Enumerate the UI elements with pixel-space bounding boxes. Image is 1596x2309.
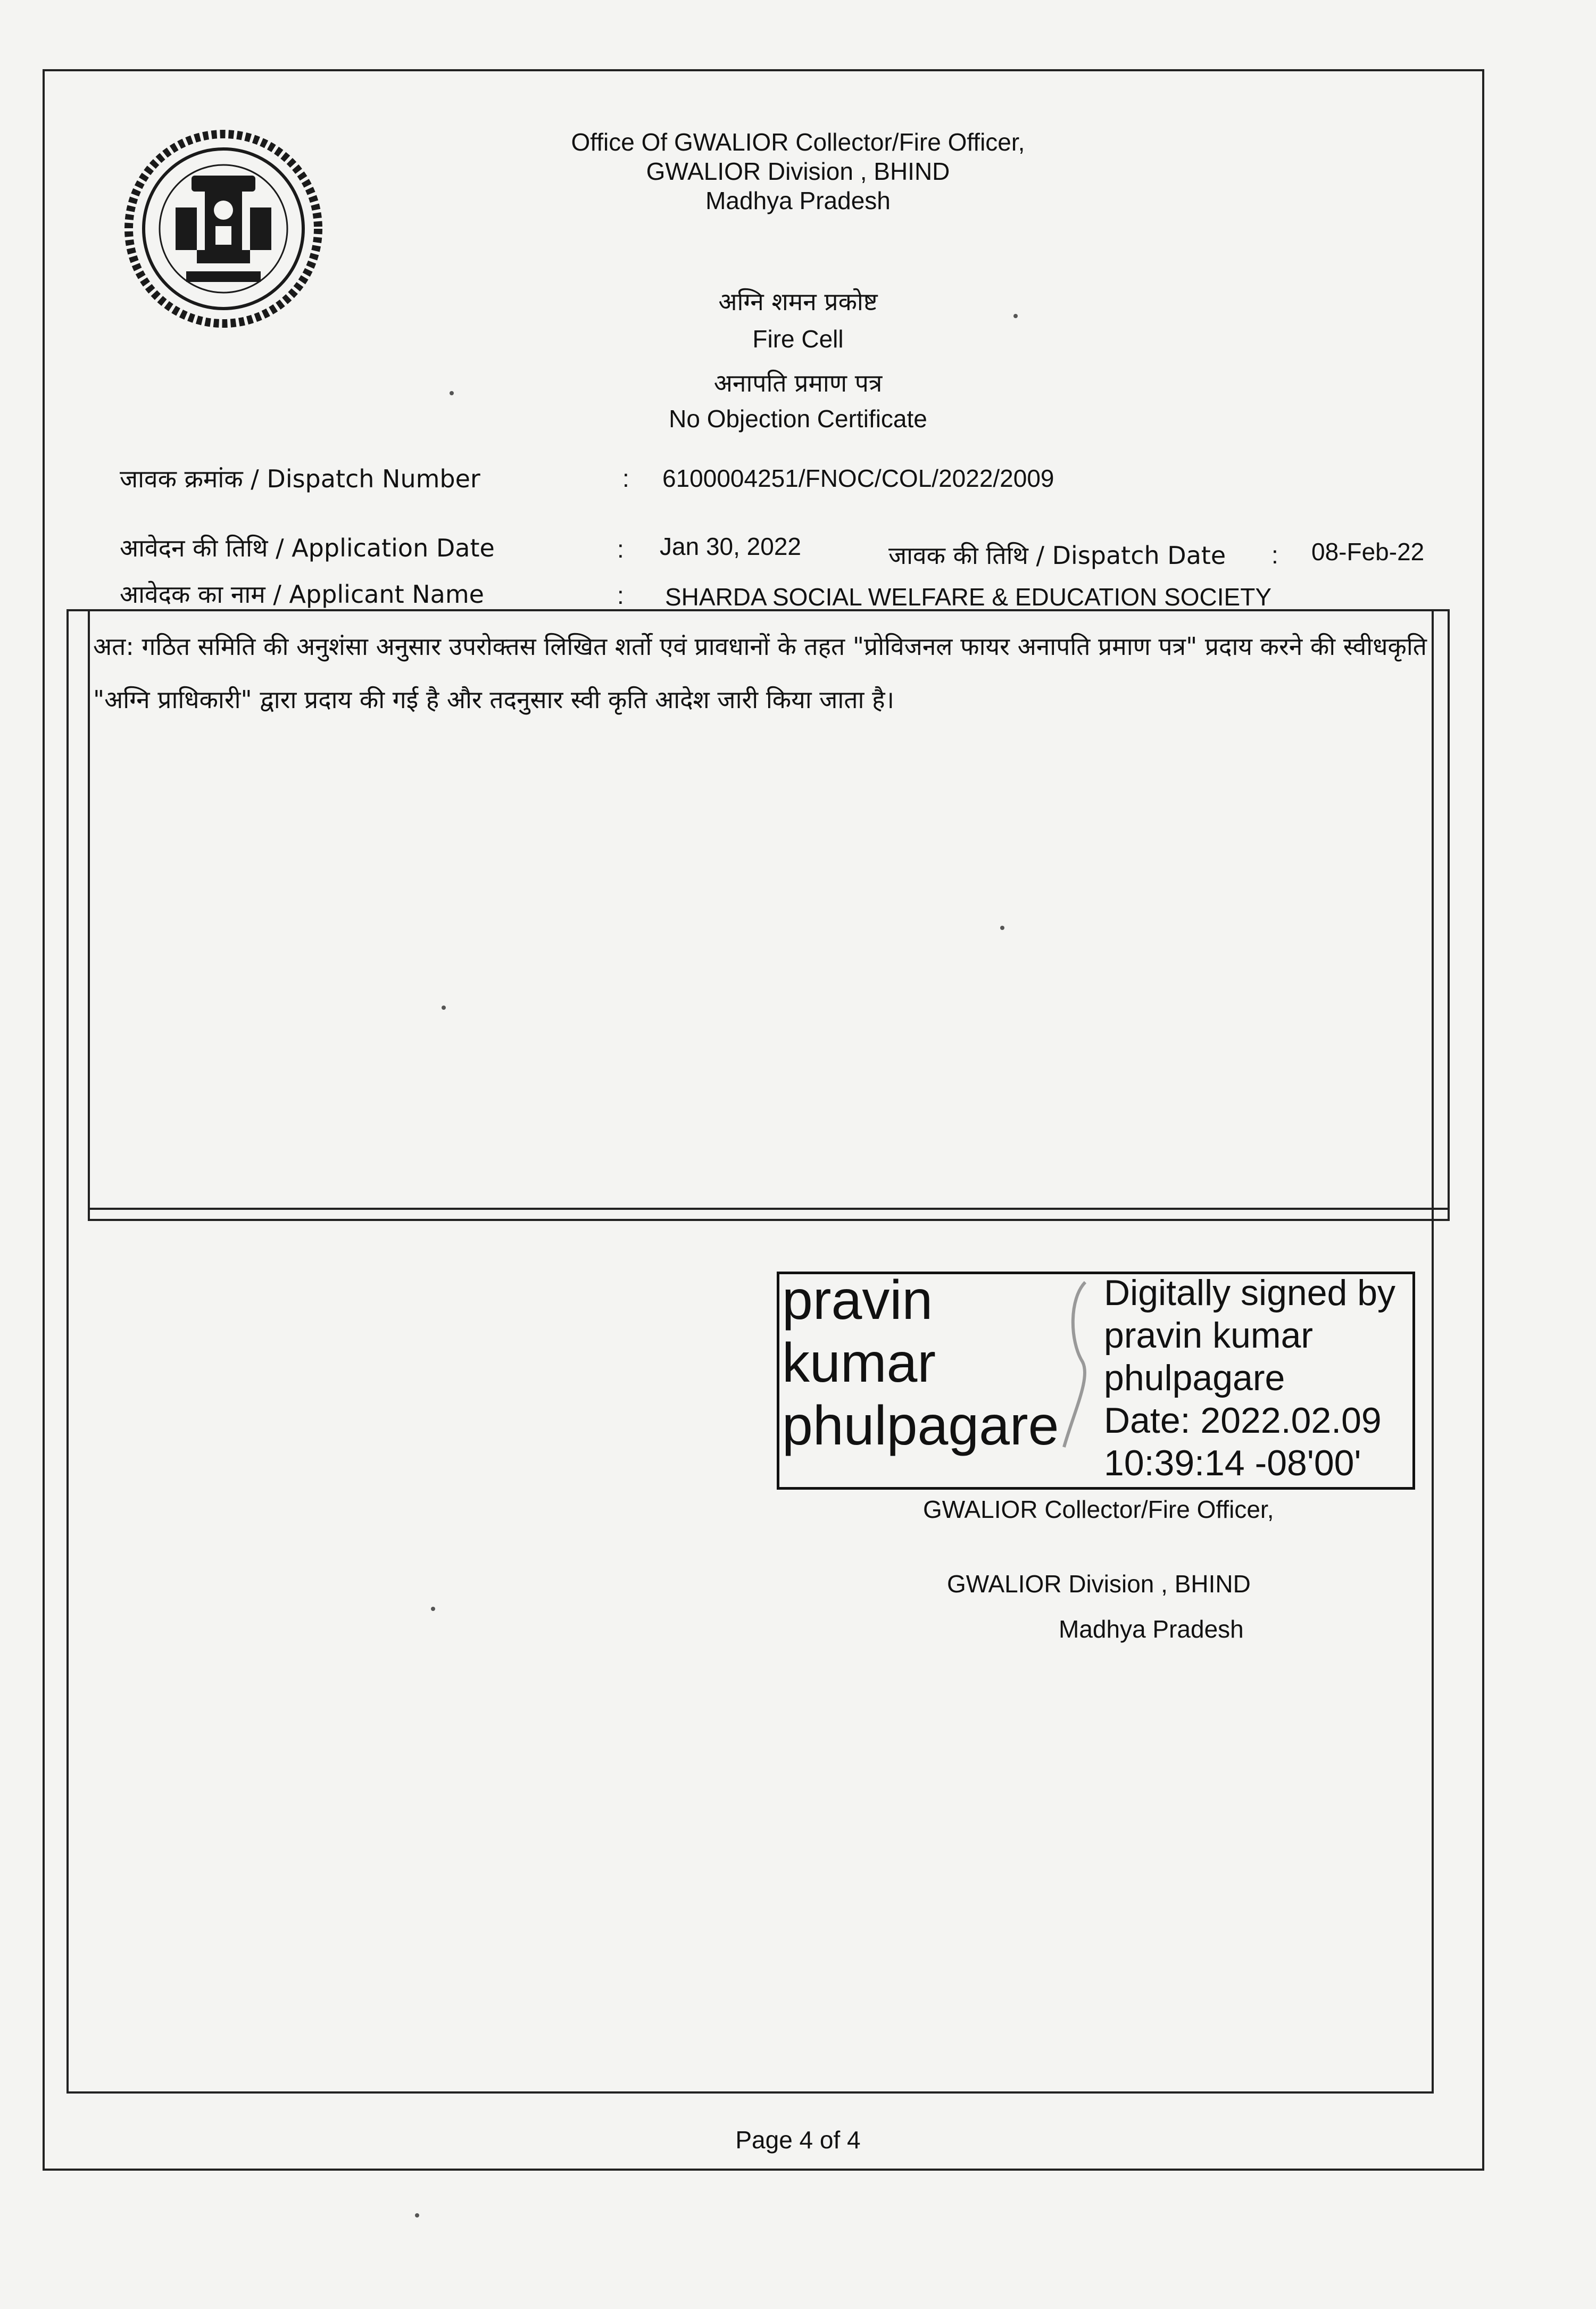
signer-name-line3: phulpagare [782, 1395, 1059, 1457]
dispatch-number-colon: : [622, 464, 629, 492]
scan-speck [442, 1006, 446, 1010]
fire-cell-hindi: अग्नि शमन प्रकोष्ट [718, 287, 878, 316]
scan-speck [415, 2213, 419, 2217]
applicant-name-value: SHARDA SOCIAL WELFARE & EDUCATION SOCIETY [665, 583, 1272, 611]
office-title: Office Of GWALIOR Collector/Fire Officer, [571, 128, 1025, 156]
scan-speck [431, 1607, 435, 1611]
officer-division: GWALIOR Division , BHIND [947, 1570, 1251, 1598]
dispatch-date-value: 08-Feb-22 [1311, 538, 1425, 566]
officer-state: Madhya Pradesh [1059, 1615, 1244, 1643]
fire-cell-english: Fire Cell [752, 325, 844, 353]
body-box-divider [88, 1208, 1450, 1210]
approval-paragraph: अत: गठित समिति की अनुशंसा अनुसार उपरोक्तस लिखित शर्तो एवं प्रावधानों के तहत "प्रोविजनल फायर अनापति प्रमाण पत्र" प्रदाय करने की स्वीधकृति "अग्नि प्राधिकारी" द्वारा प्रदाय की गई है और तदनुसार स्वी कृति आदेश जारी किया जाता है। [93, 632, 1427, 714]
applicant-name-colon: : [617, 582, 624, 609]
dispatch-number-value: 6100004251/FNOC/COL/2022/2009 [662, 464, 1054, 492]
signature-detail-line1: Digitally signed by [1104, 1273, 1396, 1313]
signature-details [1104, 1272, 1395, 1484]
scan-speck [1013, 314, 1018, 318]
application-date-colon: : [617, 535, 624, 563]
dispatch-number-label: जावक क्रमांक / Dispatch Number [120, 464, 480, 493]
signature-detail-line5: 10:39:14 -08'00' [1104, 1443, 1361, 1483]
officer-title: GWALIOR Collector/Fire Officer, [923, 1496, 1274, 1523]
signer-name-line1: pravin [782, 1269, 933, 1331]
application-date-label: आवेदन की तिथि / Application Date [120, 534, 495, 562]
signature-check-mark [1059, 1277, 1101, 1452]
signer-name-large [782, 1269, 1059, 1457]
page-number: Page 4 of 4 [735, 2126, 861, 2154]
signature-detail-line4: Date: 2022.02.09 [1104, 1400, 1382, 1441]
application-date-value: Jan 30, 2022 [660, 533, 802, 560]
scan-speck [450, 391, 454, 395]
noc-title-hindi: अनापति प्रमाण पत्र [713, 369, 883, 397]
noc-title-english: No Objection Certificate [669, 405, 927, 433]
dispatch-date-colon: : [1271, 541, 1278, 569]
signer-name-line2: kumar [782, 1332, 936, 1394]
office-division: GWALIOR Division , BHIND [646, 157, 950, 185]
signature-detail-line3: phulpagare [1104, 1358, 1285, 1398]
signature-detail-line2: pravin kumar [1104, 1315, 1314, 1356]
applicant-name-label: आवेदक का नाम / Applicant Name [120, 580, 484, 609]
dispatch-date-label: जावक की तिथि / Dispatch Date [888, 541, 1226, 570]
office-state: Madhya Pradesh [705, 187, 891, 214]
scan-speck [1000, 926, 1004, 930]
